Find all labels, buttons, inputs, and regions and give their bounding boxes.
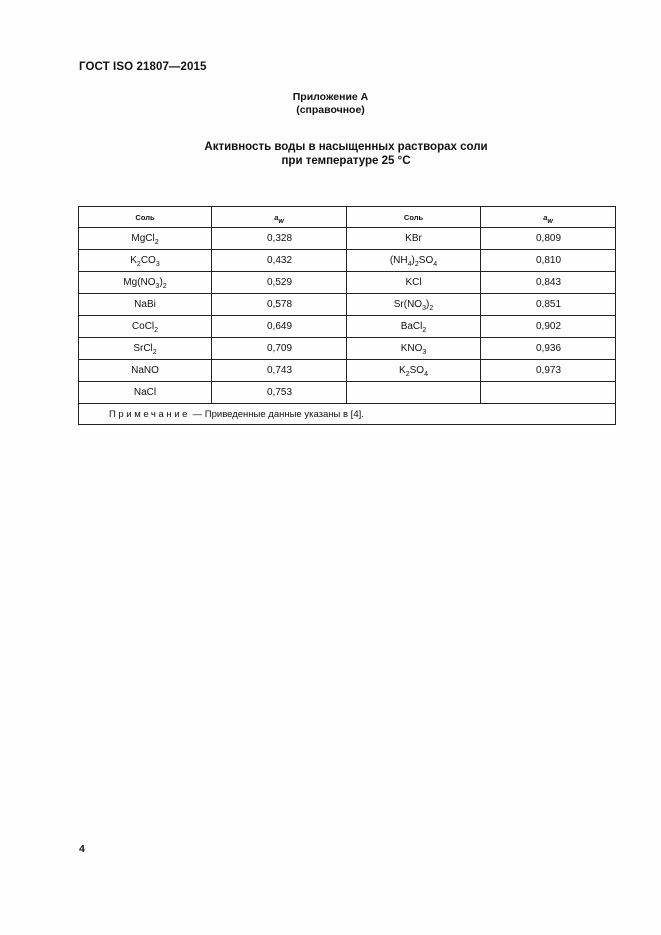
table-note: [79, 404, 616, 425]
left-salt: $Mg(NO_3)_2$: [79, 272, 212, 294]
left-value: 0,578: [212, 294, 347, 316]
left-value: 0,753: [212, 382, 347, 404]
water-activity-table: [78, 206, 616, 425]
left-value: 0,432: [212, 250, 347, 272]
appendix-label: Приложение А: [292, 91, 369, 103]
table-row: [79, 360, 616, 382]
note-row: [79, 404, 616, 425]
table-header-row: [79, 207, 616, 228]
right-value: 0,851: [481, 294, 616, 316]
document-code: ГОСТ ISO 21807—2015: [79, 61, 207, 73]
note-label: Примечание: [109, 408, 190, 420]
table-row: [79, 228, 616, 250]
table-title: [0, 140, 661, 168]
right-value: 0,810: [481, 250, 616, 272]
note-dash: —: [192, 408, 203, 420]
left-salt: $K_2CO_3$: [79, 250, 212, 272]
table-row: [79, 338, 616, 360]
left-value: 0,529: [212, 272, 347, 294]
left-salt: NaNO: [79, 360, 212, 382]
right-value: 0,936: [481, 338, 616, 360]
right-salt: BaCl$_2$: [347, 316, 481, 338]
left-salt: NaCl: [79, 382, 212, 404]
left-salt: CoCl$_2$: [79, 316, 212, 338]
left-value: 0,743: [212, 360, 347, 382]
right-value: 0,809: [481, 228, 616, 250]
right-salt: $K_2SO_4$: [347, 360, 481, 382]
table-row: [79, 250, 616, 272]
right-value: [481, 382, 616, 404]
right-salt: $(NH_4)_2SO_4$: [347, 250, 481, 272]
appendix-type: (справочное): [296, 104, 365, 116]
right-salt: $KNO_3$: [347, 338, 481, 360]
header-salt-left: Соль: [79, 207, 212, 228]
right-value: 0,902: [481, 316, 616, 338]
right-salt: KCl: [347, 272, 481, 294]
page-number: 4: [79, 843, 85, 855]
table-row: [79, 294, 616, 316]
right-salt: KBr: [347, 228, 481, 250]
right-value: 0,973: [481, 360, 616, 382]
right-salt: [347, 382, 481, 404]
appendix-heading: [0, 91, 661, 117]
left-value: 0,328: [212, 228, 347, 250]
header-aw-left: $a_w$: [212, 207, 347, 228]
left-value: 0,709: [212, 338, 347, 360]
header-salt-right: Соль: [347, 207, 481, 228]
left-salt: SrCl$_2$: [79, 338, 212, 360]
left-salt: MgCl$_2$: [79, 228, 212, 250]
left-salt: NaBi: [79, 294, 212, 316]
table-row: [79, 316, 616, 338]
right-value: 0,843: [481, 272, 616, 294]
table-title-line1: Активность воды в насыщенных растворах соли: [204, 141, 488, 153]
right-salt: $Sr(NO_3)_2$: [347, 294, 481, 316]
header-aw-right: $a_w$: [481, 207, 616, 228]
table-title-line2: при температуре 25 °С: [281, 155, 411, 167]
left-value: 0,649: [212, 316, 347, 338]
note-text: Приведенные данные указаны в [4].: [204, 408, 364, 420]
table-row: [79, 272, 616, 294]
table-row: [79, 382, 616, 404]
